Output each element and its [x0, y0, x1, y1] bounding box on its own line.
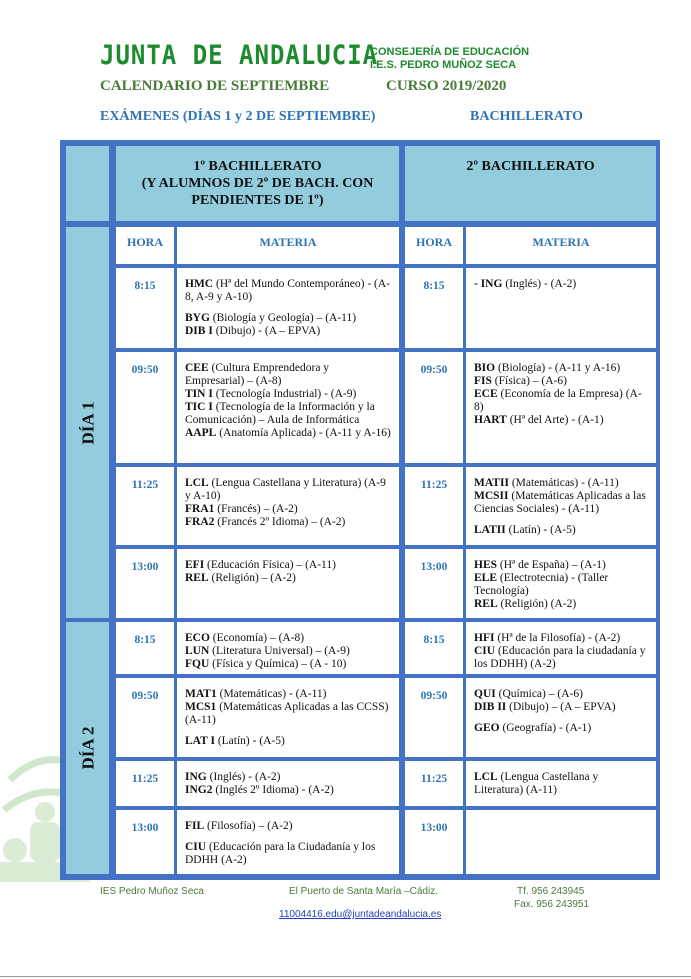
subjects-cell	[177, 352, 399, 463]
materia-header-2: MATERIA	[466, 227, 656, 264]
subject-description: (Matemáticas Aplicadas a las CCSS) (A-11)	[185, 701, 389, 726]
subject-description: (Dibujo) - (A – EPVA)	[212, 325, 321, 337]
course-year: CURSO 2019/2020	[386, 78, 507, 94]
subject-code: LAT I	[185, 735, 215, 747]
subject-code: - ING	[474, 278, 503, 290]
subjects-cell	[177, 549, 399, 618]
subjects-cell	[466, 761, 656, 806]
subject-entry	[474, 559, 648, 572]
subject-description: (Biología y Geología) – (A-11)	[209, 312, 357, 324]
subject-entry	[185, 477, 391, 503]
time-cell: 09:50	[405, 678, 463, 757]
subject-entry	[185, 658, 391, 671]
level-title: BACHILLERATO	[470, 109, 584, 124]
subject-description: (Hª de la Filosofía) - (A-2)	[494, 632, 621, 644]
subject-description: (Lengua Castellana y Literatura) (A-9 y A-10)	[185, 477, 386, 502]
subject-code: HMC	[185, 278, 214, 290]
subject-code: ELE	[474, 572, 498, 584]
subject-code: REL	[474, 598, 498, 610]
time-cell: 8:15	[116, 268, 174, 348]
junta-logo-text: JUNTA DE ANDALUCIA	[100, 40, 379, 71]
subjects-cell	[466, 549, 656, 618]
subject-code: DIB I	[185, 325, 213, 337]
subject-code: FIS	[474, 375, 492, 387]
footer-location: El Puerto de Santa María –Cádiz.	[289, 886, 438, 897]
subject-description: (Economía) – (A-8)	[209, 632, 305, 644]
col-header-1bach	[116, 146, 399, 221]
time-cell: 13:00	[116, 549, 174, 618]
subject-code: AAPL	[185, 427, 217, 439]
subject-entry	[474, 375, 648, 388]
subject-description: (Química) – (A-6)	[495, 688, 583, 700]
subject-code: HFI	[474, 632, 495, 644]
entry-spacer	[474, 516, 648, 524]
hora-header-2: HORA	[405, 227, 463, 264]
subject-entry	[474, 598, 648, 611]
subject-entry	[474, 688, 648, 701]
col-header-1bach-line1: 1º BACHILLERATO	[193, 159, 322, 174]
subject-description: (Hª de España) – (A-1)	[497, 559, 606, 571]
subject-code: TIN I	[185, 388, 213, 400]
subject-description: (Inglés 2º Idioma) - (A-2)	[212, 784, 334, 796]
subjects-cell	[466, 352, 656, 463]
subject-entry	[185, 645, 391, 658]
subject-code: LCL	[185, 477, 209, 489]
subject-code: LUN	[185, 645, 210, 657]
subject-description: (Tecnología Industrial) - (A-9)	[212, 388, 357, 400]
time-cell: 13:00	[405, 810, 463, 874]
subjects-cell	[177, 622, 399, 674]
subject-code: ING	[185, 771, 207, 783]
subject-code: HART	[474, 414, 507, 426]
subject-entry	[185, 632, 391, 645]
subject-code: FRA2	[185, 516, 215, 528]
time-cell: 8:15	[405, 268, 463, 348]
time-cell: 09:50	[405, 352, 463, 463]
subject-code: EFI	[185, 559, 205, 571]
time-cell: 8:15	[405, 622, 463, 674]
footer-email-link[interactable]: 11004416.edu@juntadeandalucia.es	[279, 909, 442, 920]
subject-description: (Educación Física) – (A-11)	[204, 559, 336, 571]
entry-spacer	[185, 727, 391, 735]
subjects-cell	[466, 268, 656, 348]
subject-entry	[185, 771, 391, 784]
page-bottom-divider	[0, 976, 691, 977]
subject-code: REL	[185, 572, 209, 584]
calendar-title: CALENDARIO DE SEPTIEMBRE	[100, 78, 330, 94]
hora-header-1: HORA	[116, 227, 174, 264]
subjects-cell	[177, 810, 399, 874]
subject-entry	[474, 572, 648, 598]
subject-description: (Matemáticas Aplicadas a las Ciencias Sociales) - (A-11)	[474, 490, 646, 515]
subject-description: (Religión) – (A-2)	[208, 572, 296, 584]
col-header-1bach-line2: (Y ALUMNOS DE 2º DE BACH. CON	[141, 176, 374, 191]
subject-entry	[185, 572, 391, 585]
subject-description: (Literatura Universal) – (A-9)	[209, 645, 350, 657]
time-cell: 11:25	[116, 467, 174, 545]
consejeria-name: CONSEJERÍA DE EDUCACIÓN	[370, 46, 530, 58]
materia-header-1: MATERIA	[177, 227, 399, 264]
subject-code: BIO	[474, 362, 496, 374]
subject-entry	[474, 414, 648, 427]
subject-description: (Francés) – (A-2)	[214, 503, 298, 515]
subject-description: (Hª del Arte) - (A-1)	[506, 414, 604, 426]
subject-description: (Física) – (A-6)	[491, 375, 567, 387]
subject-description: (Educación para la Ciudadanía y los DDHH (A-2)	[185, 841, 376, 866]
subject-entry	[474, 722, 648, 735]
subject-code: LATII	[474, 524, 506, 536]
time-cell: 13:00	[116, 810, 174, 874]
entry-spacer	[185, 304, 391, 312]
subject-entry	[185, 312, 391, 325]
subjects-cell	[466, 810, 656, 874]
corner-cell	[66, 146, 109, 221]
time-cell: 11:25	[405, 761, 463, 806]
subject-entry	[185, 820, 391, 833]
subject-code: MCS1	[185, 701, 217, 713]
subject-description: (Economía de la Empresa) (A-8)	[474, 388, 642, 413]
subject-entry	[474, 645, 648, 671]
subject-description: (Latín) - (A-5)	[214, 735, 285, 747]
subjects-cell	[177, 268, 399, 348]
subject-description: (Latín) - (A-5)	[505, 524, 576, 536]
subject-entry	[185, 325, 391, 338]
subjects-cell	[466, 678, 656, 757]
day1-label: DÍA 1	[78, 401, 97, 444]
subject-description: (Matemáticas) - (A-11)	[508, 477, 619, 489]
subject-entry	[474, 701, 648, 714]
subject-description: (Inglés) - (A-2)	[502, 278, 577, 290]
day2-label: DÍA 2	[78, 726, 97, 770]
subject-code: CIU	[474, 645, 496, 657]
subject-entry	[185, 784, 391, 797]
subject-code: HES	[474, 559, 498, 571]
consejeria-block	[370, 46, 529, 72]
subject-code: FIL	[185, 820, 205, 832]
footer-fax: Fax. 956 243951	[514, 899, 590, 910]
subject-description: (Electrotecnia) - (Taller Tecnología)	[474, 572, 609, 597]
subject-entry	[185, 688, 391, 701]
time-cell: 11:25	[405, 467, 463, 545]
subjects-cell	[177, 467, 399, 545]
subject-code: FQU	[185, 658, 210, 670]
subject-code: ING2	[185, 784, 213, 796]
exam-timetable	[60, 140, 660, 880]
subject-code: TIC I	[185, 401, 213, 413]
subject-entry	[185, 559, 391, 572]
subject-entry	[474, 632, 648, 645]
subject-description: (Lengua Castellana y Literatura) (A-11)	[474, 771, 599, 796]
subject-entry	[185, 503, 391, 516]
subject-entry	[185, 841, 391, 867]
exams-title: EXÁMENES (DÍAS 1 y 2 DE SEPTIEMBRE)	[100, 109, 376, 124]
footer-phone: Tf. 956 243945	[517, 886, 585, 897]
subject-entry	[474, 490, 648, 516]
subject-code: ECE	[474, 388, 498, 400]
entry-spacer	[474, 714, 648, 722]
footer-school: IES Pedro Muñoz Seca	[100, 886, 204, 897]
subject-entry	[474, 388, 648, 414]
subject-code: CIU	[185, 841, 207, 853]
time-cell: 09:50	[116, 678, 174, 757]
subject-entry	[474, 524, 648, 537]
subject-description: (Educación para la ciudadanía y los DDHH) (A-2)	[474, 645, 646, 670]
subject-code: LCL	[474, 771, 498, 783]
subject-code: MCSII	[474, 490, 509, 502]
time-cell: 8:15	[116, 622, 174, 674]
subject-entry	[185, 388, 391, 401]
day1-cell	[66, 227, 109, 618]
time-cell: 13:00	[405, 549, 463, 618]
day2-cell	[66, 622, 109, 874]
subject-description: (Geografía) - (A-1)	[499, 722, 592, 734]
time-cell: 11:25	[116, 761, 174, 806]
subjects-cell	[466, 622, 656, 674]
col-header-1bach-line3: PENDIENTES DE 1º)	[191, 193, 324, 208]
subject-description: (Filosofía) – (A-2)	[204, 820, 293, 832]
subject-code: QUI	[474, 688, 496, 700]
subject-code: ECO	[185, 632, 210, 644]
subject-description: (Física y Química) – (A - 10)	[209, 658, 347, 670]
subject-description: (Religión) (A-2)	[497, 598, 577, 610]
subjects-cell	[466, 467, 656, 545]
subject-entry	[474, 362, 648, 375]
subject-code: MAT1	[185, 688, 217, 700]
subjects-cell	[177, 678, 399, 757]
subject-code: BYG	[185, 312, 210, 324]
subject-description: (Tecnología de la Información y la Comunicación) – Aula de Informática	[185, 401, 375, 426]
subject-code: CEE	[185, 362, 209, 374]
subject-description: (Anatomía Aplicada) - (A-11 y A-16)	[216, 427, 391, 439]
subject-code: MATII	[474, 477, 509, 489]
subject-entry	[185, 278, 391, 304]
subject-code: GEO	[474, 722, 500, 734]
subject-description: (Cultura Emprendedora y Empresarial) – (A-8)	[185, 362, 330, 387]
subject-entry	[474, 278, 648, 291]
subject-description: (Matemáticas) - (A-11)	[216, 688, 327, 700]
time-cell: 09:50	[116, 352, 174, 463]
entry-spacer	[185, 833, 391, 841]
subject-entry	[185, 427, 391, 440]
subject-description: (Francés 2º Idioma) – (A-2)	[214, 516, 346, 528]
col-header-2bach-label: 2º BACHILLERATO	[466, 159, 595, 174]
subject-entry	[185, 516, 391, 529]
subject-entry	[185, 401, 391, 427]
subject-description: (Hª del Mundo Contemporáneo) - (A-8, A-9 y A-10)	[185, 278, 391, 303]
subjects-cell	[177, 761, 399, 806]
subject-code: DIB II	[474, 701, 507, 713]
subject-entry	[185, 735, 391, 748]
subject-description: (Biología) - (A-11 y A-16)	[495, 362, 621, 374]
subject-entry	[474, 771, 648, 797]
subject-description: (Dibujo) – (A – EPVA)	[506, 701, 616, 713]
subject-entry	[185, 362, 391, 388]
subject-code: FRA1	[185, 503, 215, 515]
instituto-name: I.E.S. PEDRO MUÑOZ SECA	[370, 59, 517, 71]
subject-entry	[474, 477, 648, 490]
col-header-2bach	[405, 146, 656, 221]
subject-description: (Inglés) - (A-2)	[206, 771, 281, 783]
subject-entry	[185, 701, 391, 727]
